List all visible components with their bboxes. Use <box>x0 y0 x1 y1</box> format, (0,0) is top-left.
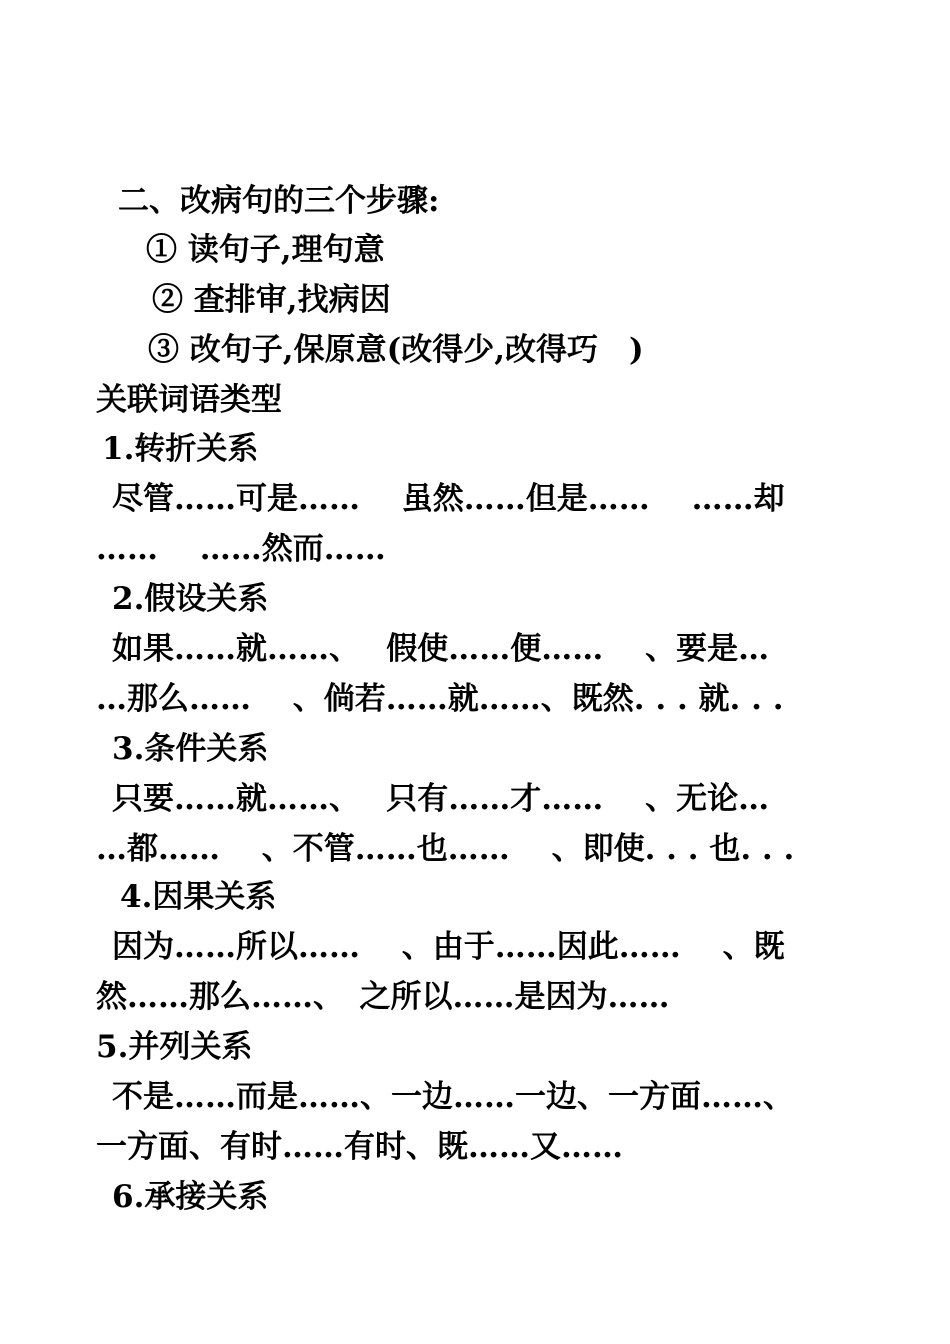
category-line: 只要……就……、 只有……才…… 、无论… <box>112 781 770 817</box>
step-2: ② 查排审,找病因 <box>152 282 391 318</box>
category-line: 尽管……可是…… 虽然……但是…… ……却 <box>112 481 785 517</box>
category-line: 如果……就……、 假使……便…… 、要是… <box>112 631 770 667</box>
category-line: …那么…… 、倘若……就……、既然. . . 就. . . <box>96 681 784 717</box>
category-title-1: 1.转折关系 <box>102 431 259 467</box>
section-title: 关联词语类型 <box>96 382 282 418</box>
category-title-2: 2.假设关系 <box>112 581 269 617</box>
category-title-6: 6.承接关系 <box>112 1179 269 1215</box>
category-line: 然……那么……、 之所以……是因为…… <box>96 979 670 1015</box>
section-heading: 二、改病句的三个步骤: <box>118 183 440 219</box>
category-line: …都…… 、不管……也…… 、即使. . . 也. . . <box>96 831 795 867</box>
category-line: …… ……然而…… <box>96 531 386 567</box>
category-line: 一方面、有时……有时、既……又…… <box>96 1129 623 1165</box>
category-title-4: 4.因果关系 <box>120 879 277 915</box>
category-line: 因为……所以…… 、由于……因此…… 、既 <box>112 929 785 965</box>
category-title-5: 5.并列关系 <box>96 1029 253 1065</box>
category-line: 不是……而是……、一边……一边、一方面……、 <box>112 1079 794 1115</box>
step-3: ③ 改句子,保原意(改得少,改得巧 ) <box>148 332 644 368</box>
category-title-3: 3.条件关系 <box>112 731 269 767</box>
step-1: ① 读句子,理句意 <box>146 232 385 268</box>
